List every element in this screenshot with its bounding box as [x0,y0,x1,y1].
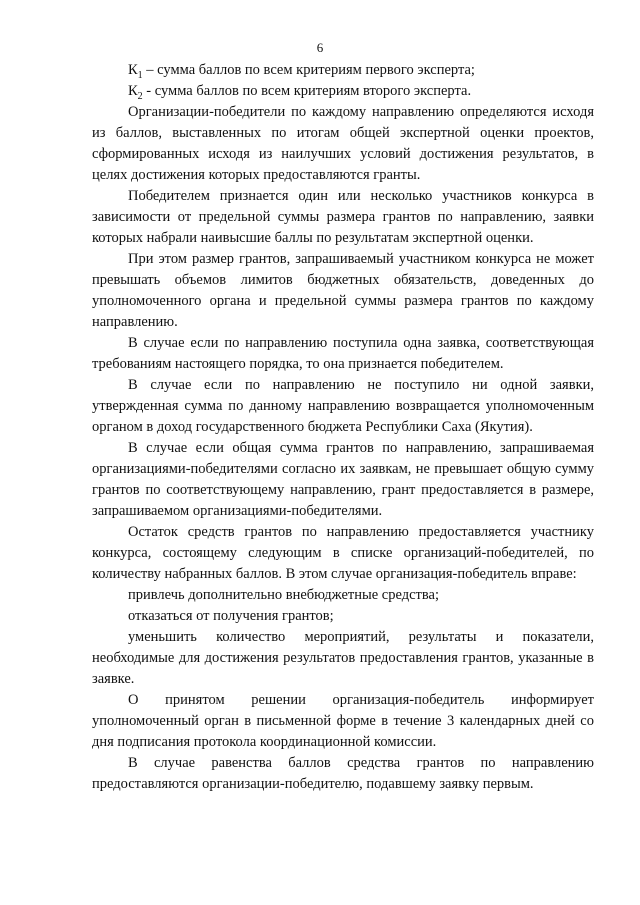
paragraph: В случае если по направлению поступила одна заявка, соответствующая требованиям настоящего порядка, то она признается победителем. [92,335,594,372]
k1-symbol: К [128,62,138,78]
document-body [92,60,594,795]
page-number: 6 [316,40,324,55]
paragraph: При этом размер грантов, запрашиваемый участником конкурса не может превышать объемов лимитов бюджетных обязательств, доведенных до уполномоченного органа и предельной суммы размера грантов по каждому направлению. [92,251,594,330]
paragraph: Организации-победители по каждому направлению определяются исходя из баллов, выставленных по итогам общей экспертной оценки проектов, сформированных исходя из наилучших условий достижения результатов, в целях достижения которых предоставляются гранты. [92,104,594,183]
paragraph: В случае если по направлению не поступило ни одной заявки, утвержденная сумма по данному направлению возвращается уполномоченным органом в доход государственного бюджета Республики Саха (Якутия). [92,377,594,435]
list-item: привлечь дополнительно внебюджетные средства; [128,587,439,603]
paragraph: В случае если общая сумма грантов по направлению, запрашиваемая организациями-победителями согласно их заявкам, не превышает общую сумму грантов по соответствующему направлению, грант предоставляется в размере, запрашиваемом организациями-победителями. [92,440,594,519]
formula-definition-k2 [92,81,594,102]
paragraph: Победителем признается один или несколько участников конкурса в зависимости от предельной суммы размера грантов по направлению, заявки которых набрали наивысшие баллы по результатам экспертной оценки. [92,188,594,246]
list-item: отказаться от получения грантов; [128,608,334,624]
formula-definition-k1 [92,60,594,81]
paragraph: Остаток средств грантов по направлению предоставляется участнику конкурса, состоящему следующим в списке организаций-победителей, по количеству набранных баллов. В этом случае организация-победитель вправе: [92,524,594,582]
list-item: уменьшить количество мероприятий, результаты и показатели, необходимые для достижения результатов предоставления грантов, указанные в заявке. [92,629,594,687]
k1-index: 1 [137,69,143,81]
k2-text: - сумма баллов по всем критериям второго эксперта. [142,83,472,99]
k2-symbol: К [128,83,138,99]
paragraph: В случае равенства баллов средства грантов по направлению предоставляются организации-победителю, подавшему заявку первым. [92,755,594,792]
k1-text: – сумма баллов по всем критериям первого эксперта; [142,62,475,78]
paragraph: О принятом решении организация-победитель информирует уполномоченный орган в письменной форме в течение 3 календарных дней со дня подписания протокола координационной комиссии. [92,692,594,750]
k2-index: 2 [137,90,143,102]
